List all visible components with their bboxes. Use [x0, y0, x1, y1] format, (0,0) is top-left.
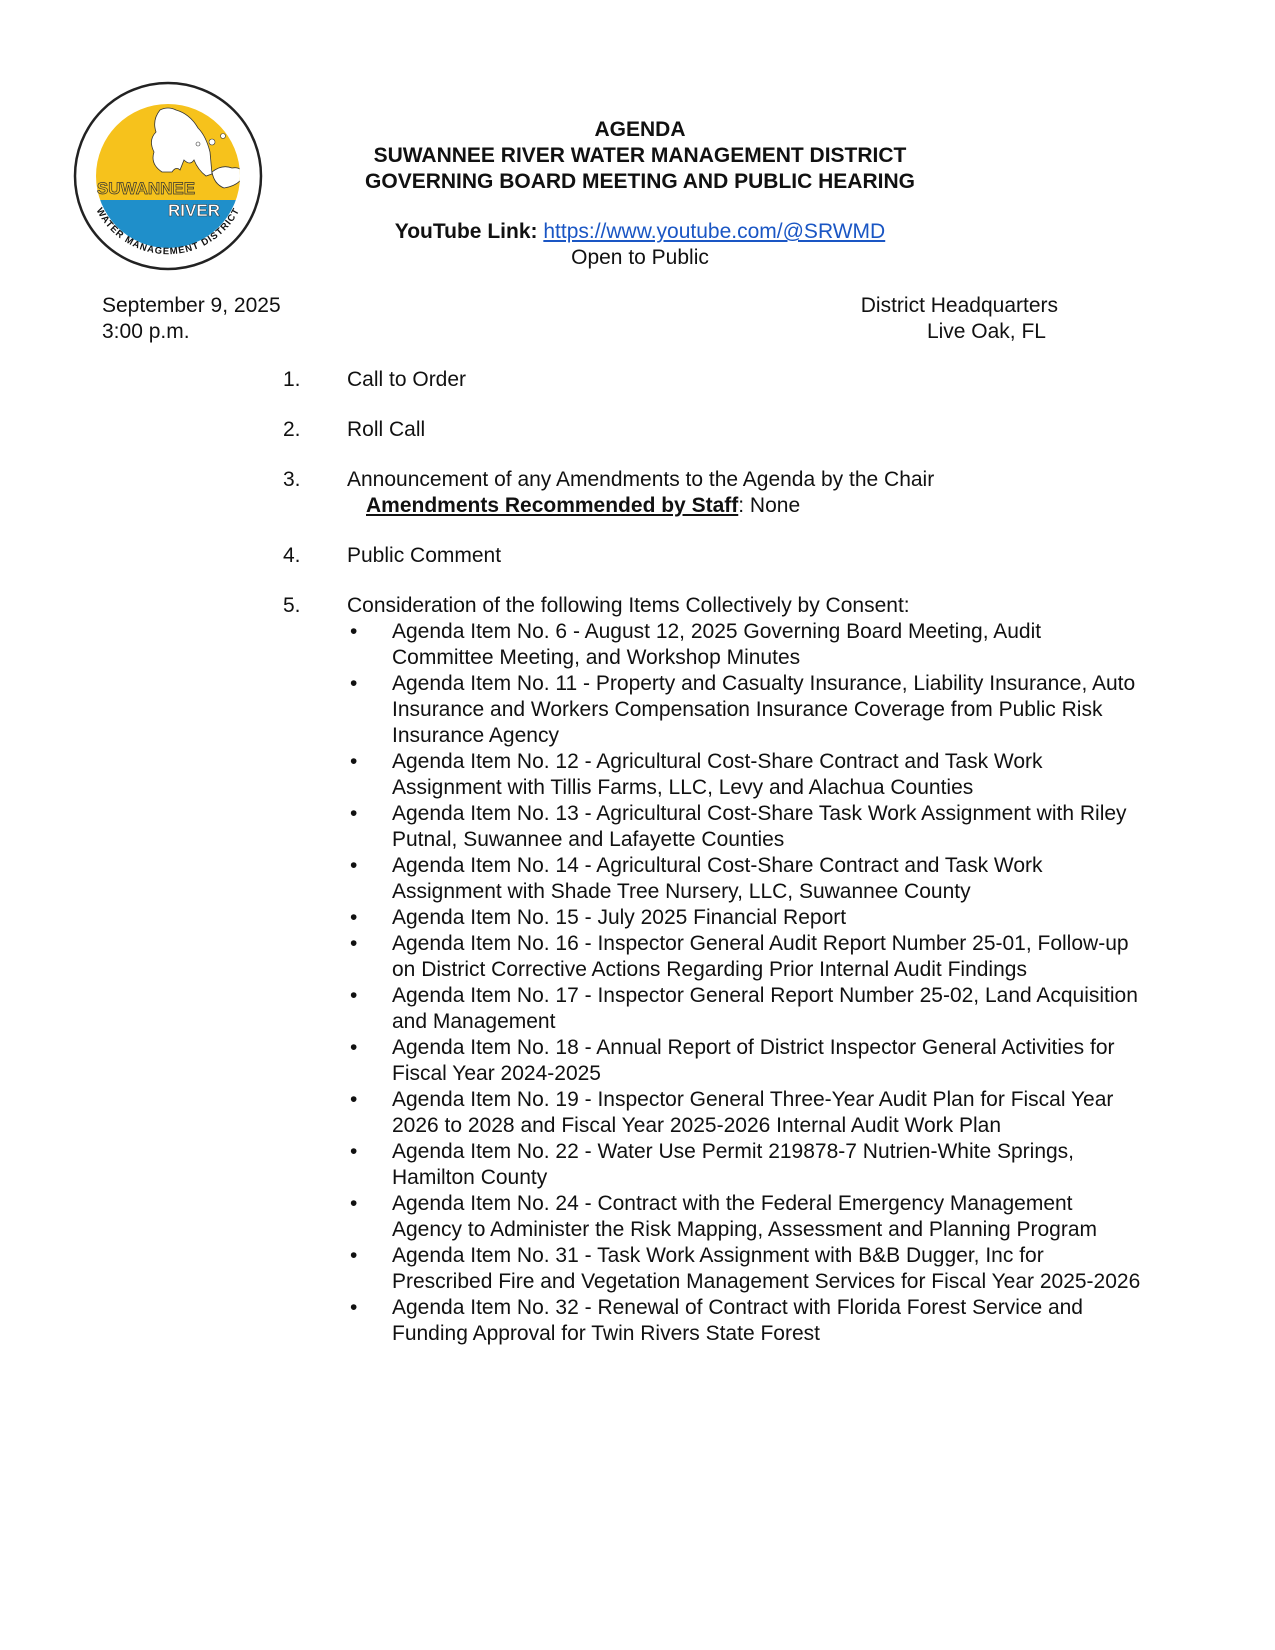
- consent-item-text: Agenda Item No. 22 - Water Use Permit 219878-7 Nutrien-White Springs, Hamilton County: [392, 1140, 1075, 1189]
- consent-item: [347, 1191, 1183, 1243]
- bullet-icon: •: [350, 750, 358, 773]
- agenda-item-number: 2.: [283, 418, 301, 441]
- bullet-icon: •: [350, 1140, 358, 1163]
- svg-text:WATER MANAGEMENT DISTRICT: WATER MANAGEMENT DISTRICT: [93, 206, 243, 258]
- bullet-icon: •: [350, 984, 358, 1007]
- district-logo: [72, 80, 264, 272]
- consent-item-text: Agenda Item No. 6 - August 12, 2025 Governing Board Meeting, Audit Committee Meeting, and Workshop Minutes: [392, 620, 1042, 669]
- consent-item: [347, 619, 1183, 671]
- youtube-link[interactable]: https://www.youtube.com/@SRWMD: [543, 220, 886, 243]
- consent-item-text: Agenda Item No. 24 - Contract with the Federal Emergency Management Agency to Administer the Risk Mapping, Assessment and Planning Program: [392, 1192, 1098, 1241]
- consent-item: [347, 905, 1183, 931]
- location-name: District Headquarters: [860, 294, 1058, 317]
- consent-items-list: [347, 619, 1183, 1347]
- bullet-icon: •: [350, 620, 358, 643]
- agenda-item-number: 5.: [283, 594, 301, 617]
- consent-item: [347, 1139, 1183, 1191]
- consent-item-text: Agenda Item No. 11 - Property and Casualty Insurance, Liability Insurance, Auto Insurance and Workers Compensation Insurance Coverage from Public Risk Insurance Agency: [392, 672, 1136, 747]
- youtube-label: YouTube Link:: [394, 220, 538, 243]
- srwmd-logo-icon: [72, 80, 264, 272]
- consent-item: [347, 853, 1183, 905]
- consent-item-text: Agenda Item No. 14 - Agricultural Cost-Share Contract and Task Work Assignment with Shade Tree Nursery, LLC, Suwannee County: [392, 854, 1043, 903]
- bullet-icon: •: [350, 1244, 358, 1267]
- agenda-header: [300, 117, 980, 271]
- consent-item-text: Agenda Item No. 32 - Renewal of Contract with Florida Forest Service and Funding Approval for Twin Rivers State Forest: [392, 1296, 1083, 1345]
- agenda-item-text: Roll Call: [347, 418, 426, 441]
- staff-amendments: [347, 493, 1183, 519]
- consent-item-text: Agenda Item No. 12 - Agricultural Cost-Share Contract and Task Work Assignment with Tillis Farms, LLC, Levy and Alachua Counties: [392, 750, 1043, 799]
- bullet-icon: •: [350, 802, 358, 825]
- consent-item: [347, 801, 1183, 853]
- consent-item-text: Agenda Item No. 31 - Task Work Assignment with B&B Dugger, Inc for Prescribed Fire and Vegetation Management Services for Fiscal Year 2025-2026: [392, 1244, 1141, 1293]
- consent-item-text: Agenda Item No. 15 - July 2025 Financial Report: [392, 906, 847, 929]
- location-city: Live Oak, FL: [926, 320, 1046, 343]
- meeting-time: 3:00 p.m.: [102, 320, 190, 343]
- meeting-datetime: [102, 293, 281, 345]
- agenda-item-text: Public Comment: [347, 544, 502, 567]
- svg-text:SUWANNEE: SUWANNEE: [96, 179, 196, 198]
- consent-item: [347, 983, 1183, 1035]
- agenda-item-number: 4.: [283, 544, 301, 567]
- agenda-item-number: 3.: [283, 468, 301, 491]
- consent-item: [347, 1295, 1183, 1347]
- agenda-item-number: 1.: [283, 368, 301, 391]
- agenda-item-text: Call to Order: [347, 368, 467, 391]
- svg-text:RIVER: RIVER: [168, 201, 220, 220]
- agenda-item: [283, 593, 1183, 1347]
- header-meeting-type: GOVERNING BOARD MEETING AND PUBLIC HEARING: [365, 170, 915, 193]
- consent-item-text: Agenda Item No. 19 - Inspector General Three-Year Audit Plan for Fiscal Year 2026 to 2028 and Fiscal Year 2025-2026 Internal Audit Work Plan: [392, 1088, 1114, 1137]
- header-agenda-title: AGENDA: [594, 118, 686, 141]
- consent-item: [347, 1243, 1183, 1295]
- consent-item-text: Agenda Item No. 18 - Annual Report of District Inspector General Activities for Fiscal Year 2024-2025: [392, 1036, 1115, 1085]
- bullet-icon: •: [350, 1036, 358, 1059]
- meeting-location: [861, 293, 1058, 345]
- staff-amendments-value: : None: [738, 494, 801, 517]
- consent-item: [347, 749, 1183, 801]
- youtube-line: [300, 219, 980, 245]
- staff-amendments-label: Amendments Recommended by Staff: [366, 494, 739, 517]
- agenda-list: [283, 367, 1183, 1371]
- open-to-public: Open to Public: [571, 246, 709, 269]
- bullet-icon: •: [350, 932, 358, 955]
- bullet-icon: •: [350, 906, 358, 929]
- agenda-item: [283, 543, 1183, 569]
- header-district-name: SUWANNEE RIVER WATER MANAGEMENT DISTRICT: [373, 144, 907, 167]
- consent-item-text: Agenda Item No. 17 - Inspector General Report Number 25-02, Land Acquisition and Management: [392, 984, 1138, 1033]
- agenda-item-text: Announcement of any Amendments to the Agenda by the Chair: [347, 468, 935, 491]
- bullet-icon: •: [350, 1296, 358, 1319]
- consent-item: [347, 671, 1183, 749]
- consent-item: [347, 931, 1183, 983]
- bullet-icon: •: [350, 672, 358, 695]
- consent-item-text: Agenda Item No. 13 - Agricultural Cost-Share Task Work Assignment with Riley Putnal, Suwannee and Lafayette Counties: [392, 802, 1127, 851]
- bullet-icon: •: [350, 1192, 358, 1215]
- consent-item: [347, 1087, 1183, 1139]
- bullet-icon: •: [350, 854, 358, 877]
- agenda-item: [283, 367, 1183, 393]
- bullet-icon: •: [350, 1088, 358, 1111]
- consent-item: [347, 1035, 1183, 1087]
- agenda-item-text: Consideration of the following Items Collectively by Consent:: [347, 594, 910, 617]
- consent-item-text: Agenda Item No. 16 - Inspector General Audit Report Number 25-01, Follow-up on District Corrective Actions Regarding Prior Internal Audit Findings: [392, 932, 1129, 981]
- meeting-date: September 9, 2025: [102, 294, 281, 317]
- agenda-item: [283, 417, 1183, 443]
- agenda-item: [283, 467, 1183, 519]
